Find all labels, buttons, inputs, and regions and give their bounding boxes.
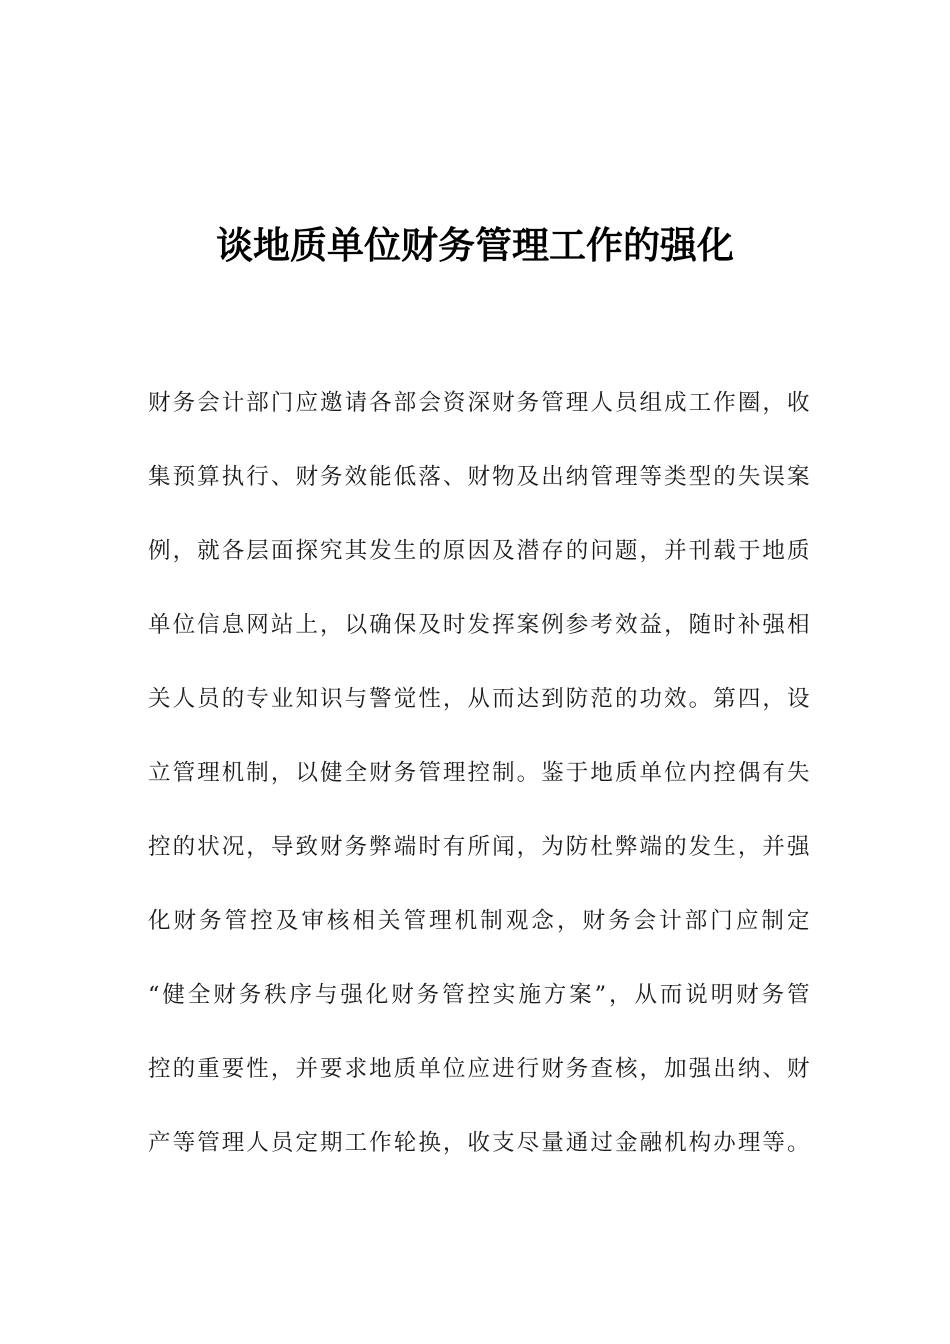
body-line-11: 产等管理人员定期工作轮换，收支尽量通过金融机构办理等。: [148, 1130, 810, 1156]
body-line-8: 化财务管控及审核相关管理机制观念，财务会计部门应制定: [148, 908, 810, 934]
document-body: [148, 383, 810, 1197]
body-line-1: 财务会计部门应邀请各部会资深财务管理人员组成工作圈，收: [148, 390, 810, 416]
body-line-4: 单位信息网站上，以确保及时发挥案例参考效益，随时补强相: [148, 612, 810, 638]
body-line-10: 控的重要性，并要求地质单位应进行财务查核，加强出纳、财: [148, 1056, 810, 1082]
body-line-5: 关人员的专业知识与警觉性，从而达到防范的功效。第四，设: [148, 686, 810, 712]
body-line-3: 例，就各层面探究其发生的原因及潜存的问题，并刊载于地质: [148, 538, 810, 564]
body-line-9: “健全财务秩序与强化财务管控实施方案”，从而说明财务管: [148, 982, 810, 1008]
body-line-6: 立管理机制，以健全财务管理控制。鉴于地质单位内控偶有失: [148, 760, 810, 786]
body-line-7: 控的状况，导致财务弊端时有所闻，为防杜弊端的发生，并强: [148, 834, 810, 860]
document-title: 谈地质单位财务管理工作的强化: [216, 224, 734, 267]
body-line-2: 集预算执行、财务效能低落、财物及出纳管理等类型的失误案: [148, 464, 810, 490]
